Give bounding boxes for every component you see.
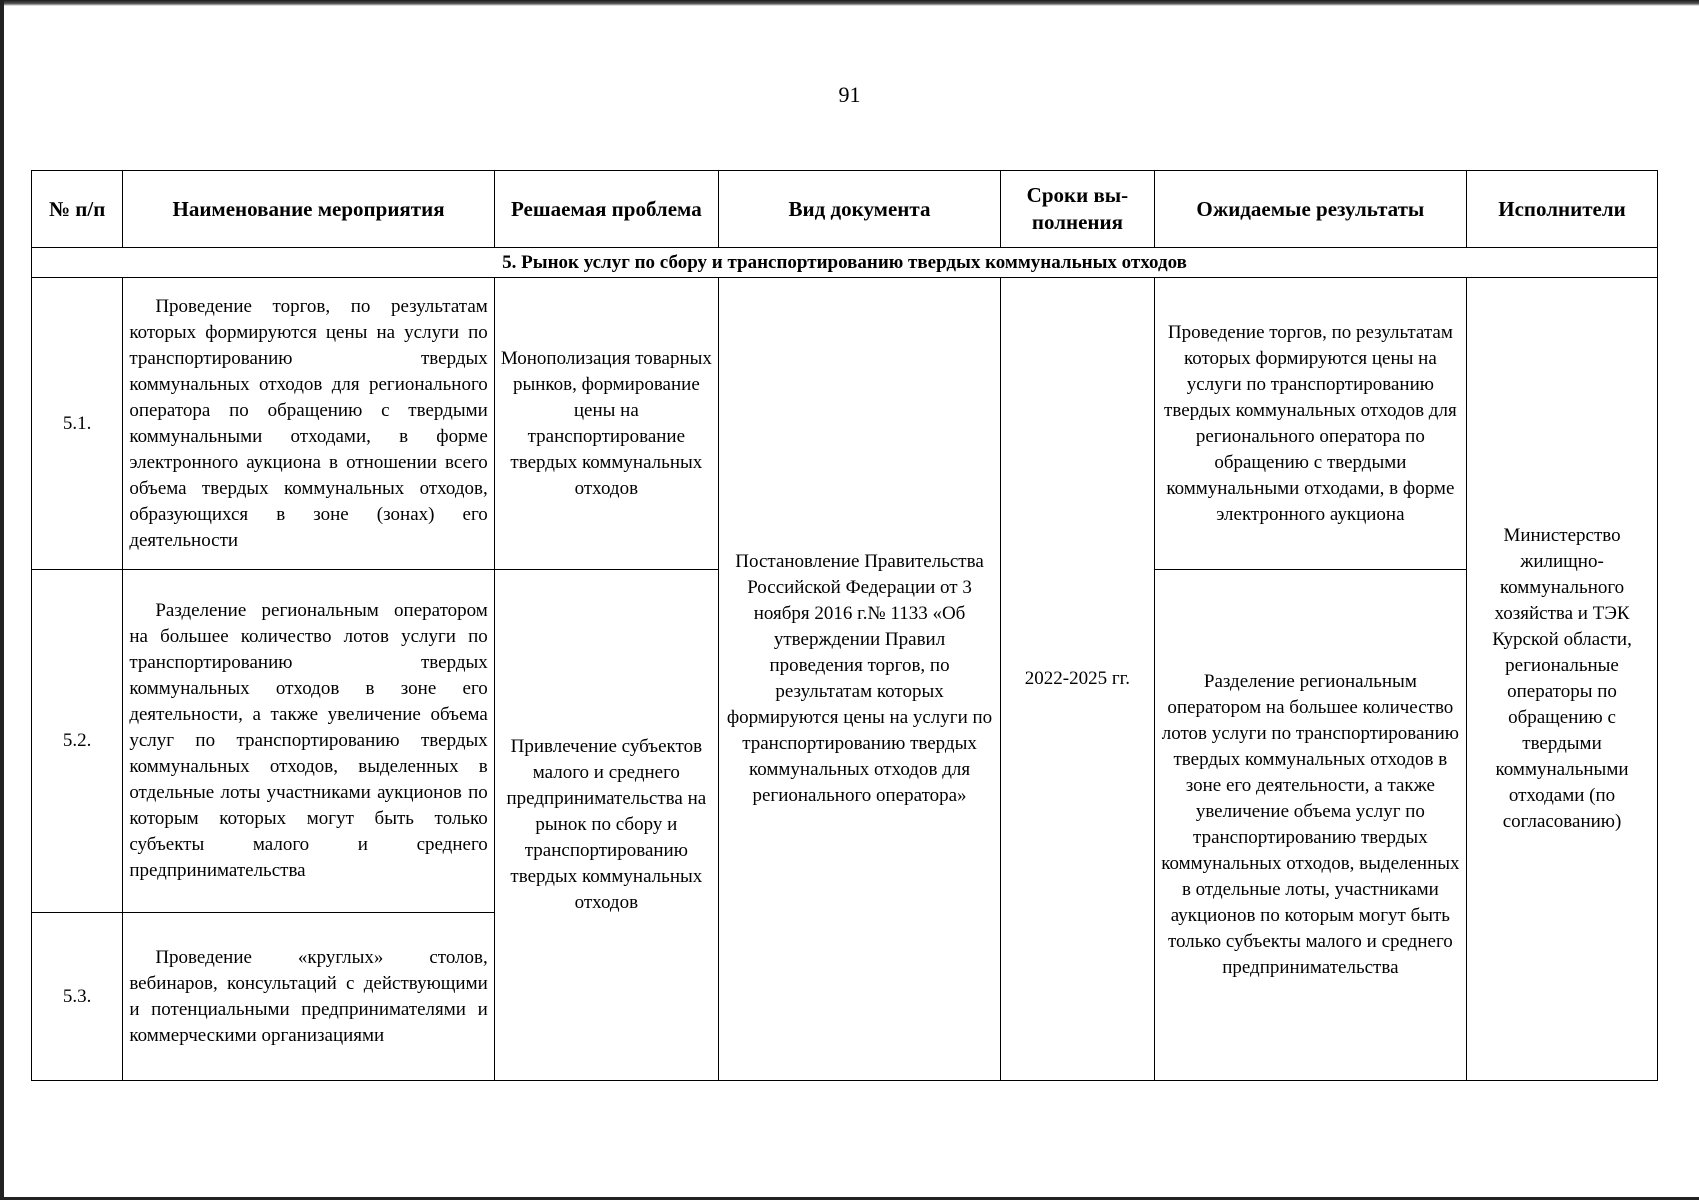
measure-cell: Проведение торгов, по результатам которых формируются цены на услуги по транспортированию твердых коммунальных отходов для регионального оператора по обращению с твердыми коммунальными отходами, в форме электронного аукциона в отношении всего объема твердых коммунальных отходов, образующихся в зоне (зонах) его деятельности [123, 278, 494, 570]
header-measure: Наименование мероприятия [123, 171, 494, 248]
table-header-row [32, 171, 1658, 248]
header-document: Вид документа [718, 171, 1000, 248]
executors-cell: Министерство жилищно-коммунального хозяйства и ТЭК Курской области, региональные операторы по обращению с твердыми коммунальными отходами (по согласованию) [1467, 278, 1658, 1081]
measure-cell: Разделение региональным оператором на большее количество лотов услуги по транспортированию твердых коммунальных отходов в зоне его деятельности, а также увеличение объема услуг по транспортированию твердых коммунальных отходов, выделенных в отдельные лоты участниками аукционов по которым которых могут быть только субъекты малого и среднего предпринимательства [123, 570, 494, 913]
result-cell: Проведение торгов, по результатам которых формируются цены на услуги по транспортированию твердых коммунальных отходов для регионального оператора по обращению с твердыми коммунальными отходами, в форме электронного аукциона [1154, 278, 1466, 570]
section-title: 5. Рынок услуг по сбору и транспортированию твердых коммунальных отходов [32, 248, 1658, 278]
header-number: № п/п [32, 171, 123, 248]
table-row [32, 278, 1658, 570]
document-cell: Постановление Правительства Российской Федерации от 3 ноября 2016 г.№ 1133 «Об утверждении Правил проведения торгов, по результатам которых формируются цены на услуги по транспортированию твердых коммунальных отходов для регионального оператора» [718, 278, 1000, 1081]
result-cell: Разделение региональным оператором на большее количество лотов услуги по транспортированию твердых коммунальных отходов в зоне его деятельности, а также увеличение объема услуг по транспортированию твердых коммунальных отходов, выделенных в отдельные лоты, участниками аукционов по которым могут быть только субъекты малого и среднего предпринимательства [1154, 570, 1466, 1081]
scan-left-edge [0, 0, 4, 1200]
section-row [32, 248, 1658, 278]
row-number: 5.3. [32, 913, 123, 1081]
row-number: 5.2. [32, 570, 123, 913]
page-number: 91 [838, 82, 861, 107]
scan-top-edge [0, 0, 1699, 6]
header-executors: Исполнители [1467, 171, 1658, 248]
header-problem: Решаемая проблема [494, 171, 718, 248]
header-deadline: Сроки вы-полнения [1001, 171, 1155, 248]
deadline-cell: 2022-2025 гг. [1001, 278, 1155, 1081]
problem-cell: Привлечение субъектов малого и среднего предпринимательства на рынок по сбору и транспортированию твердых коммунальных отходов [494, 570, 718, 1081]
measures-table [31, 170, 1658, 1081]
problem-cell: Монополизация товарных рынков, формирование цены на транспортирование твердых коммунальных отходов [494, 278, 718, 570]
row-number: 5.1. [32, 278, 123, 570]
header-results: Ожидаемые результаты [1154, 171, 1466, 248]
measure-cell: Проведение «круглых» столов, вебинаров, консультаций с действующими и потенциальными предпринимателями и коммерческими организациями [123, 913, 494, 1081]
